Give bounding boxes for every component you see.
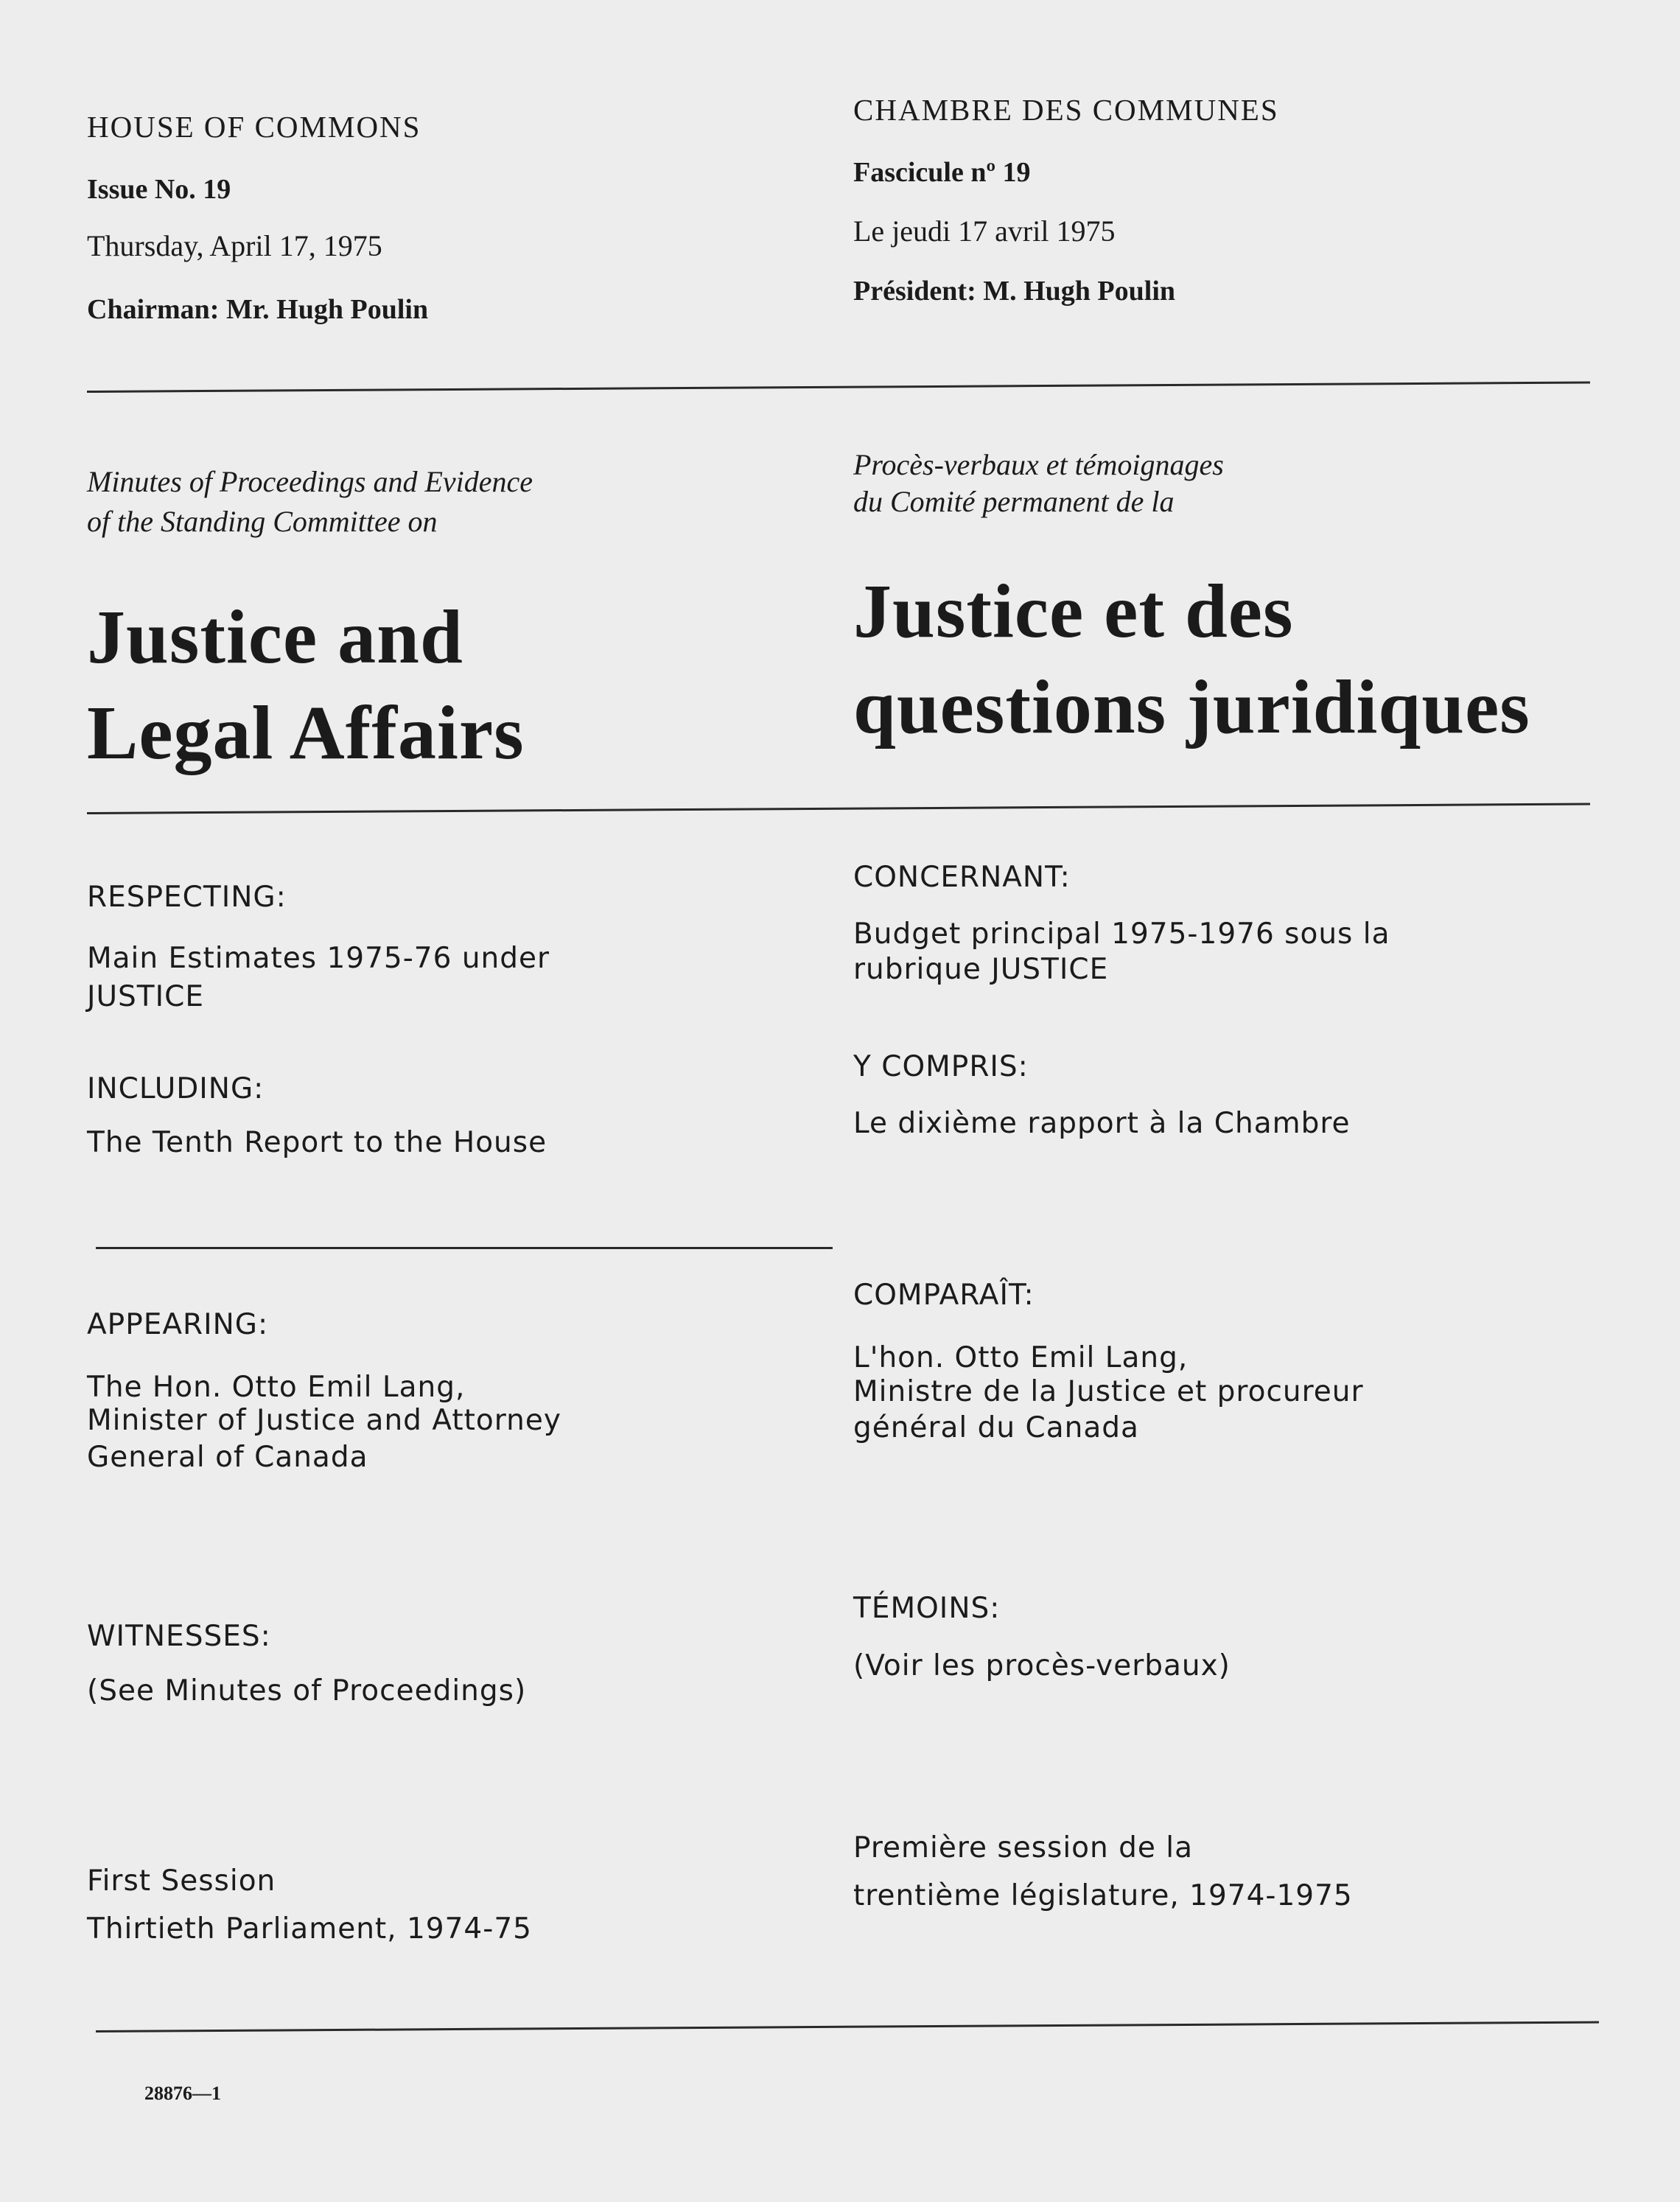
french-committee-line1: Justice et des	[853, 569, 1294, 654]
ycompris-text: Le dixième rapport à la Chambre	[853, 1107, 1351, 1140]
english-minutes-line2: of the Standing Committee on	[87, 505, 438, 538]
ycompris-heading: Y COMPRIS:	[853, 1050, 1029, 1083]
temoins-heading: TÉMOINS:	[853, 1592, 1001, 1625]
divider-rule-middle	[87, 803, 1590, 814]
english-date: Thursday, April 17, 1975	[87, 229, 382, 262]
respecting-line2: JUSTICE	[87, 980, 205, 1013]
temoins-text: (Voir les procès-verbaux)	[853, 1649, 1231, 1682]
french-minutes-line1: Procès-verbaux et témoignages	[853, 448, 1224, 481]
english-house-title: HOUSE OF COMMONS	[87, 110, 421, 144]
comparait-heading: COMPARAÎT:	[853, 1279, 1035, 1312]
appearing-line2: Minister of Justice and Attorney	[87, 1404, 561, 1437]
english-committee-line2: Legal Affairs	[87, 691, 525, 775]
appearing-heading: APPEARING:	[87, 1308, 269, 1341]
french-date: Le jeudi 17 avril 1975	[853, 214, 1116, 248]
english-chairman: Chairman: Mr. Hugh Poulin	[87, 294, 429, 325]
print-number: 28876—1	[144, 2083, 221, 2104]
french-house-title: CHAMBRE DES COMMUNES	[853, 93, 1279, 127]
appearing-line1: The Hon. Otto Emil Lang,	[87, 1371, 466, 1404]
appearing-line3: General of Canada	[87, 1441, 368, 1474]
respecting-line1: Main Estimates 1975-76 under	[87, 942, 550, 975]
respecting-heading: RESPECTING:	[87, 881, 287, 914]
witnesses-text: (See Minutes of Proceedings)	[87, 1674, 527, 1708]
concernant-line1: Budget principal 1975-1976 sous la	[853, 917, 1390, 951]
english-session-line1: First Session	[87, 1864, 276, 1898]
french-minutes-line2: du Comité permanent de la	[853, 485, 1175, 518]
divider-rule-top	[87, 382, 1590, 393]
concernant-heading: CONCERNANT:	[853, 861, 1071, 894]
french-session-line2: trentième législature, 1974-1975	[853, 1879, 1353, 1912]
comparait-line1: L'hon. Otto Emil Lang,	[853, 1341, 1189, 1374]
including-text: The Tenth Report to the House	[87, 1126, 547, 1159]
english-committee-line1: Justice and	[87, 595, 463, 679]
french-issue-number: Fascicule nº 19	[853, 157, 1031, 188]
french-session-line1: Première session de la	[853, 1831, 1194, 1864]
concernant-line2: rubrique JUSTICE	[853, 953, 1109, 986]
divider-rule-english-1	[96, 1247, 833, 1249]
french-committee-line2: questions juridiques	[853, 665, 1530, 749]
divider-rule-bottom	[96, 2021, 1599, 2033]
english-issue-number: Issue No. 19	[87, 174, 231, 205]
comparait-line3: général du Canada	[853, 1411, 1139, 1444]
including-heading: INCLUDING:	[87, 1072, 265, 1105]
english-minutes-line1: Minutes of Proceedings and Evidence	[87, 465, 533, 498]
french-chairman: Président: M. Hugh Poulin	[853, 276, 1176, 307]
comparait-line2: Ministre de la Justice et procureur	[853, 1375, 1364, 1408]
witnesses-heading: WITNESSES:	[87, 1620, 271, 1653]
english-session-line2: Thirtieth Parliament, 1974-75	[87, 1912, 532, 1946]
